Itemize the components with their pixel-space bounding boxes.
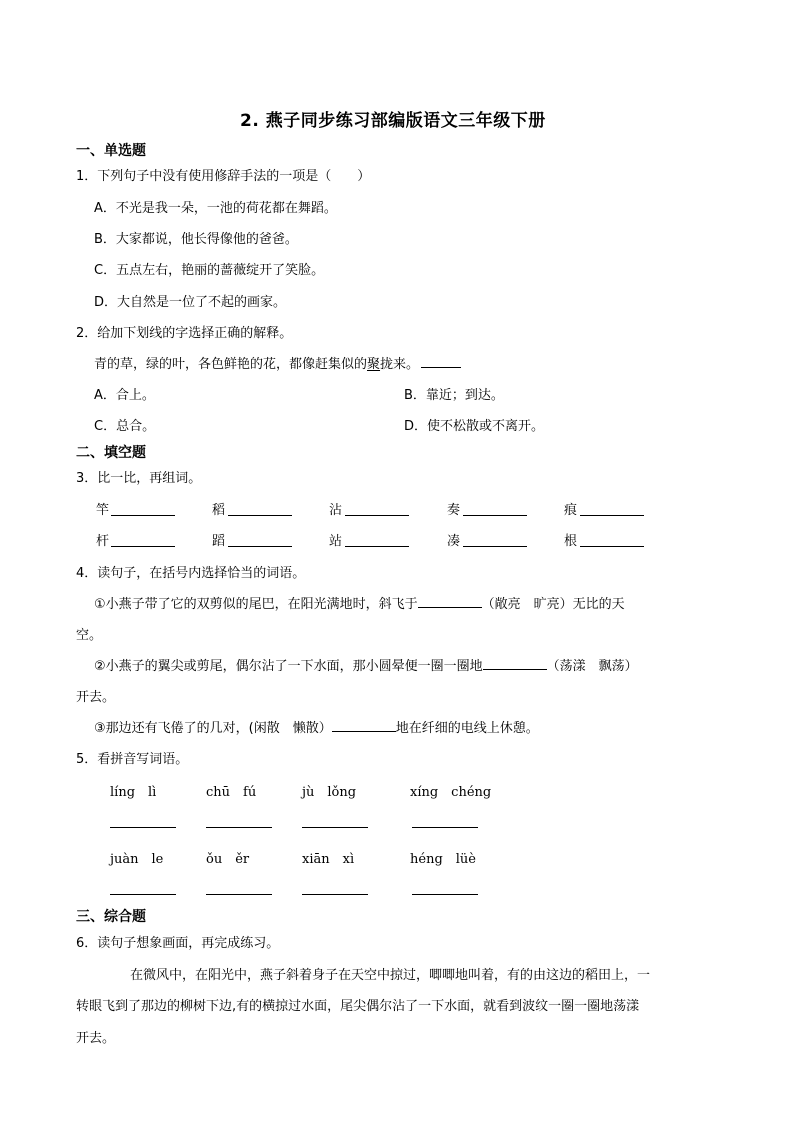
q1-stem: 1．下列句子中没有使用修辞手法的一项是（ ） [76,169,371,184]
q6-passage-line: 在微风中，在阳光中，燕子斜着身子在天空中掠过，唧唧地叫着，有的由这边的稻田上，一 [130,968,651,983]
q4-item-2-cont: 开去。 [76,690,116,705]
q3-answer-line[interactable] [111,515,175,516]
q6-stem: 6．读句子想象画面，再完成练习。 [76,936,280,951]
q5-answer-line[interactable] [412,827,478,828]
q6-passage-line: 转眼飞到了那边的柳树下边,有的横掠过水面，尾尖偶尔沾了一下水面，就看到波纹一圈一圈地荡漾 [76,999,640,1014]
q3-char: 根 [564,534,578,549]
q3-answer-line[interactable] [345,515,409,516]
q2-answer-blank[interactable] [421,353,461,368]
q3-char: 站 [329,534,343,549]
q4-item-2 [94,655,638,674]
section-heading-single-choice: 一、单选题 [76,143,146,159]
q2-option-c[interactable]: C．总合。 [94,419,156,434]
pinyin: chū fú [206,785,257,800]
q5-answer-line[interactable] [110,894,176,895]
q3-answer-line[interactable] [463,546,527,547]
q3-char: 凑 [447,534,461,549]
q4-item-2-blank[interactable] [483,655,547,670]
q4-item-2-pre: ②小燕子的翼尖或剪尾，偶尔沾了一下水面，那小圆晕便一圈一圈地 [94,659,483,674]
q4-item-1-pre: ①小燕子带了它的双剪似的尾巴，在阳光满地时，斜飞于 [94,597,418,612]
q1-option-c[interactable]: C．五点左右，艳丽的蔷薇绽开了笑脸。 [94,263,325,278]
q5-answer-line[interactable] [206,827,272,828]
q3-answer-line[interactable] [345,546,409,547]
q2-underlined-char: 聚 [367,357,381,372]
q4-stem: 4．读句子，在括号内选择恰当的词语。 [76,566,306,581]
section-heading-comprehensive: 三、综合题 [76,909,146,925]
q4-item-1-cont: 空。 [76,628,103,643]
q2-stem: 2．给加下划线的字选择正确的解释。 [76,326,293,341]
q1-option-d[interactable]: D．大自然是一位了不起的画家。 [94,295,287,310]
q3-char: 沾 [329,503,343,518]
q4-item-3-post: 地在纤细的电线上休憩。 [395,721,539,736]
q5-answer-line[interactable] [110,827,176,828]
q6-passage-line: 开去。 [76,1031,116,1046]
page-title: 2. 燕子同步练习部编版语文三年级下册 [240,111,546,131]
q3-char: 痕 [564,503,578,518]
pinyin: líng lì [110,785,157,800]
q5-answer-line[interactable] [206,894,272,895]
q4-item-3-pre: ③那边还有飞倦了的几对，(闲散 懒散） [94,721,332,736]
q3-answer-line[interactable] [580,515,644,516]
q3-char: 奏 [447,503,461,518]
q4-item-1 [94,593,625,612]
q4-item-3-blank[interactable] [332,717,396,732]
q3-answer-line[interactable] [228,515,292,516]
q2-sentence [94,353,461,372]
pinyin: xíng chéng [410,785,492,800]
q5-stem: 5．看拼音写词语。 [76,752,189,767]
q3-answer-line[interactable] [228,546,292,547]
section-heading-fill-blank: 二、填空题 [76,445,146,461]
q3-char: 稻 [212,503,226,518]
q3-answer-line[interactable] [580,546,644,547]
pinyin: ǒu ěr [206,852,250,867]
q3-answer-line[interactable] [111,546,175,547]
q5-answer-line[interactable] [412,894,478,895]
q3-answer-line[interactable] [463,515,527,516]
q2-option-a[interactable]: A．合上。 [94,388,155,403]
q3-char: 蹈 [212,534,226,549]
q5-answer-line[interactable] [302,827,368,828]
q1-option-b[interactable]: B．大家都说，他长得像他的爸爸。 [94,232,298,247]
pinyin: juàn le [110,852,164,867]
q2-sentence-post: 拢来。 [380,357,420,372]
pinyin: xiān xì [302,852,355,867]
q3-char: 竿 [96,503,110,518]
q2-option-b[interactable]: B．靠近；到达。 [404,388,504,403]
q2-option-d[interactable]: D．使不松散或不离开。 [404,419,545,434]
pinyin: héng lüè [410,852,476,867]
q4-item-1-blank[interactable] [418,593,482,608]
q1-option-a[interactable]: A．不光是我一朵，一池的荷花都在舞蹈。 [94,201,337,216]
q4-item-2-post: （荡漾 飘荡） [546,659,638,674]
q3-char: 杆 [96,534,110,549]
q2-sentence-pre: 青的草，绿的叶，各色鲜艳的花，都像赶集似的 [94,357,368,372]
q4-item-1-post: （敞亮 旷亮）无比的天 [481,597,625,612]
q3-stem: 3．比一比，再组词。 [76,471,202,486]
q4-item-3 [94,717,539,736]
q5-answer-line[interactable] [302,894,368,895]
pinyin: jù lǒng [302,785,357,800]
